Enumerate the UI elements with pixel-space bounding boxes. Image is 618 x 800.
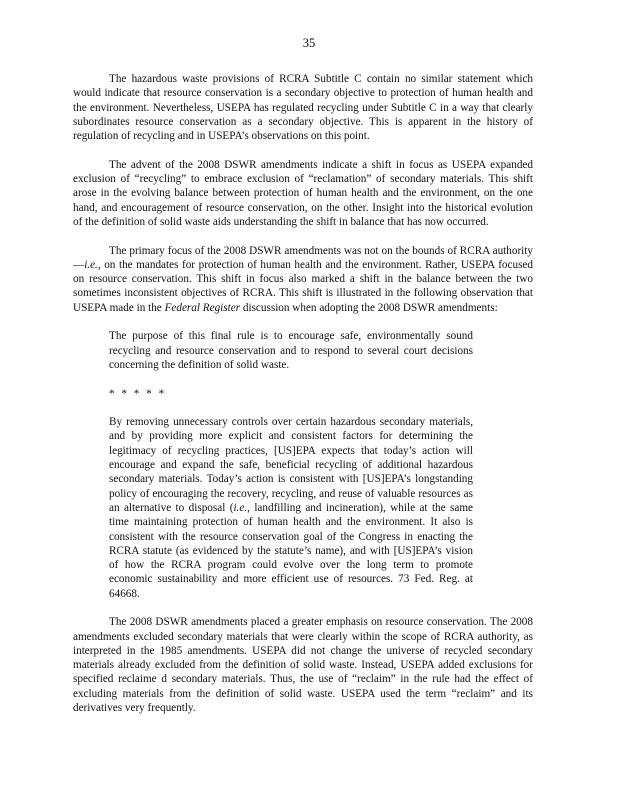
italic-ie: i.e.	[84, 258, 98, 271]
text-segment: By removing unnecessary controls over certain hazardous secondary materials, and by providing more explicit and consistent factors for determining the legitimacy of recycling practices, [US]EPA expects that today’s action will encourage and expand the safe, beneficial recycling of additional hazardous secondary materials. Today’s action is consistent with [US]EPA’s longstanding policy of encouraging the recovery, recycling, and reuse of valuable resources as an alternative to disposal (	[109, 416, 473, 514]
paragraph-primary-focus	[73, 244, 533, 315]
text-segment: , on the mandates for protection of human health and the environment. Rather, USEPA focused on resource conservation. This shift in focus also marked a shift in the balance between the two sometimes inconsistent objectives of RCRA. This shift is illustrated in the following observation that USEPA made in the	[73, 258, 533, 314]
text-segment: , landfilling and incineration), while at the same time maintaining protection of human health and the environment. It also is consistent with the resource conservation goal of the Congress in enacting the RCRA statute (as evidenced by the statute’s name), and with [US]EPA’s vision of how the RCRA program could evolve over the long term to promote economic sustainability and more efficient use of resources. 73 Fed. Reg. at 64668.	[109, 501, 473, 600]
block-quote-purpose: The purpose of this final rule is to encourage safe, environmentally sound recycling and resource conservation and to respond to several court decisions concerning the definition of solid waste.	[109, 330, 473, 371]
italic-federal-register: Federal Register	[164, 301, 241, 314]
paragraph-subtitle-c: The hazardous waste provisions of RCRA Subtitle C contain no similar statement which would indicate that resource conservation is a secondary objective to protection of human health and the environment. Nevertheless, USEPA has regulated recycling under Subtitle C in a way that clearly subordinates resource conservation as a secondary objective. This is apparent in the history of regulation of recycling and in USEPA’s observations on this point.	[73, 73, 533, 143]
page-number: 35	[302, 36, 316, 50]
document-body	[73, 72, 533, 715]
paragraph-greater-emphasis: The 2008 DSWR amendments placed a greater emphasis on resource conservation. The 2008 amendments excluded secondary materials that were clearly within the scope of RCRA authority, as interpreted in the 1985 amendments. USEPA did not change the universe of recycled secondary materials already excluded from the definition of solid waste. Instead, USEPA added exclusions for specified reclaime d secondary materials. Thus, the use of “reclaim” in the rule had the effect of excluding materials from the definition of solid waste. USEPA used the term “reclaim” and its derivatives very frequently.	[73, 616, 533, 715]
quote-ellipsis-stars: * * * * *	[109, 387, 167, 400]
paragraph-dswr-advent: The advent of the 2008 DSWR amendments indicate a shift in focus as USEPA expanded exclusion of “recycling” to embrace exclusion of “reclamation” of secondary materials. This shift arose in the evolving balance between protection of human health and the environment, on the one hand, and encouragement of resource conservation, on the other. Insight into the historical evolution of the definition of solid waste aids understanding the shift in balance that has now occurred.	[73, 158, 533, 228]
block-quote-removing-controls	[109, 415, 473, 601]
text-segment: discussion when adopting the 2008 DSWR amendments:	[240, 301, 498, 314]
text-segment: The primary focus of the 2008 DSWR amendments was not on the bounds of RCRA authority—	[73, 244, 533, 271]
italic-ie: i.e.	[233, 501, 248, 514]
